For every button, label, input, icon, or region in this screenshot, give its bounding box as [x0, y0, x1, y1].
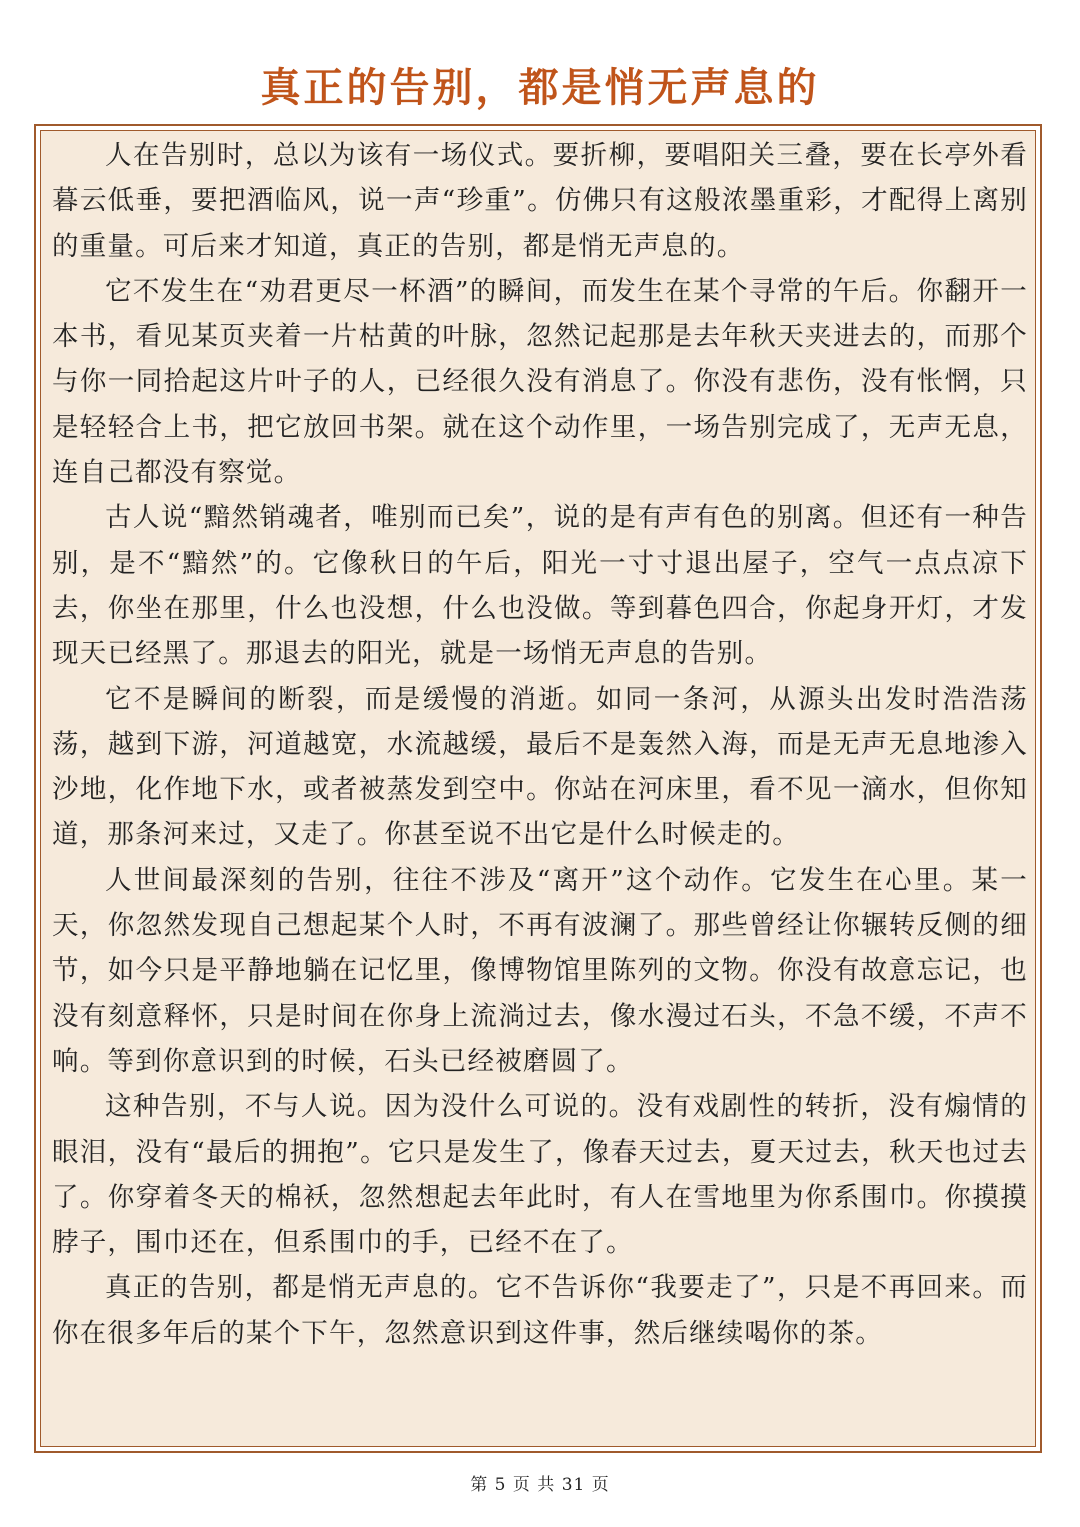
page-title: 真正的告别，都是悄无声息的: [260, 64, 820, 111]
paragraph-1: 人在告别时，总以为该有一场仪式。要折柳，要唱阳关三叠，要在长亭外看暮云低垂，要把酒临风，说一声“珍重”。仿佛只有这般浓墨重彩，才配得上离别的重量。可后来才知道，真正的告别，都是悄无声息的。: [52, 140, 1028, 262]
paragraph-4: 它不是瞬间的断裂，而是缓慢的消逝。如同一条河，从源头出发时浩浩荡荡，越到下游，河道越宽，水流越缓，最后不是轰然入海，而是无声无息地渗入沙地，化作地下水，或者被蒸发到空中。你站在河床里，看不见一滴水，但你知道，那条河来过，又走了。你甚至说不出它是什么时候走的。: [52, 683, 1028, 851]
paragraph-7: 真正的告别，都是悄无声息的。它不告诉你“我要走了”，只是不再回来。而你在很多年后的某个下午，忽然意识到这件事，然后继续喝你的茶。: [52, 1272, 1028, 1349]
article-body: [52, 133, 1028, 1356]
paragraph-6: 这种告别，不与人说。因为没什么可说的。没有戏剧性的转折，没有煽情的眼泪，没有“最后的拥抱”。它只是发生了，像春天过去，夏天过去，秋天也过去了。你穿着冬天的棉袄，忽然想起去年此时，有人在雪地里为你系围巾。你摸摸脖子，围巾还在，但系围巾的手，已经不在了。: [52, 1091, 1028, 1259]
paragraph-3: 古人说“黯然销魂者，唯别而已矣”，说的是有声有色的别离。但还有一种告别，是不“黯然”的。它像秋日的午后，阳光一寸寸退出屋子，空气一点点凉下去，你坐在那里，什么也没想，什么也没做。等到暮色四合，你起身开灯，才发现天已经黑了。那退去的阳光，就是一场悄无声息的告别。: [52, 502, 1028, 670]
paragraph-5: 人世间最深刻的告别，往往不涉及“离开”这个动作。它发生在心里。某一天，你忽然发现自己想起某个人时，不再有波澜了。那些曾经让你辗转反侧的细节，如今只是平静地躺在记忆里，像博物馆里陈列的文物。你没有故意忘记，也没有刻意释怀，只是时间在你身上流淌过去，像水漫过石头，不急不缓，不声不响。等到你意识到的时候，石头已经被磨圆了。: [52, 864, 1028, 1077]
paragraph-2: 它不发生在“劝君更尽一杯酒”的瞬间，而发生在某个寻常的午后。你翻开一本书，看见某页夹着一片枯黄的叶脉，忽然记起那是去年秋天夹进去的，而那个与你一同拾起这片叶子的人，已经很久没有消息了。你没有悲伤，没有怅惘，只是轻轻合上书，把它放回书架。就在这个动作里，一场告别完成了，无声无息，连自己都没有察觉。: [52, 275, 1028, 489]
page-number: 第 5 页 共 31 页: [470, 1475, 610, 1495]
